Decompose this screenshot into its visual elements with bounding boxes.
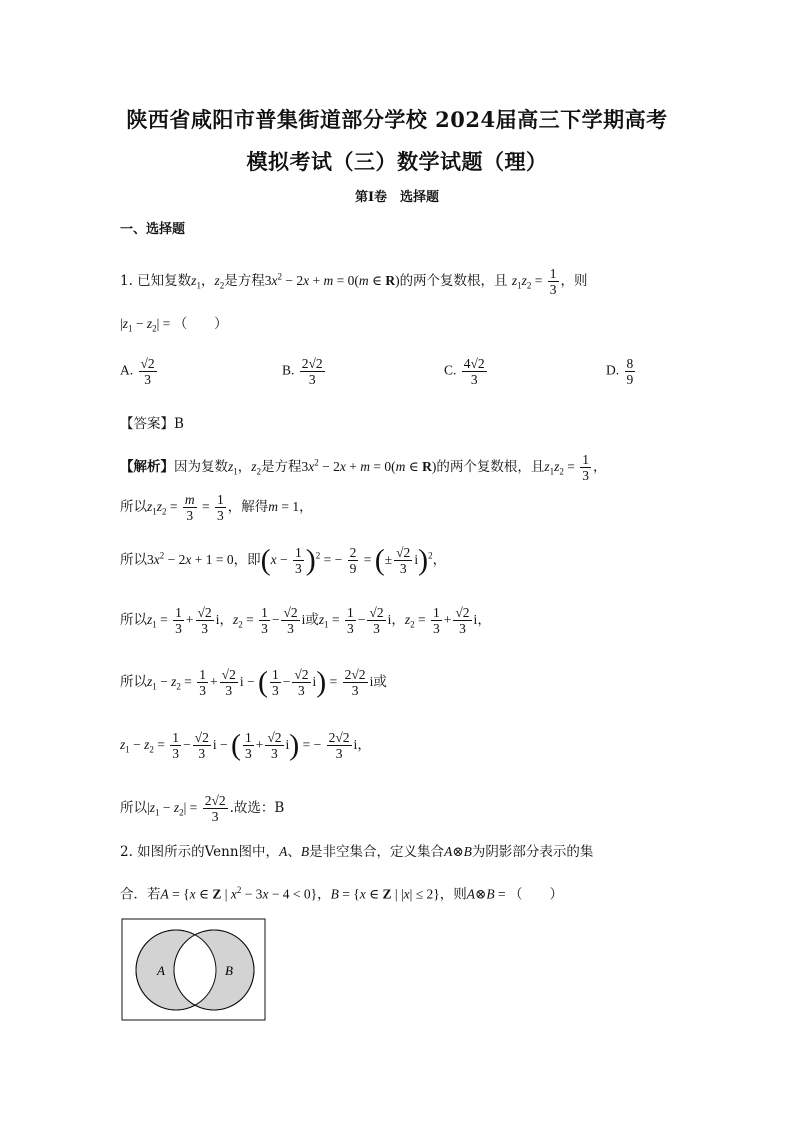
q1-analysis-line-2: 所以$z_1z_2$ = $\frac{m}{3}$ = $\frac{1}{3}$ ，解得m = 1， <box>120 492 313 523</box>
q1-option-a[interactable]: A. $\frac{√2}{3}$ <box>120 356 155 387</box>
q1-analysis-line-5: 所以$z_1 - z_2$ = $\frac{1}{3}$ + $\frac{√2}{3}$ i − ( $\frac{1}{3}$ − $\frac{√2}{3}$ i) = $\frac{2√2}{3}$ i或 <box>120 665 387 699</box>
venn-label-a: A <box>157 963 165 978</box>
q2-stem-line-2: 合．若A = {x ∈ Z | $x^2 - 3x - 4 < 0$}，B = {x ∈ Z | |x| ≤ 2}，则A⊗B = （ ） <box>120 885 563 903</box>
title-line-1: 陕西省咸阳市普集街道部分学校 2024届高三下学期高考 <box>126 107 668 132</box>
q1-option-b[interactable]: B. $\frac{2√2}{3}$ <box>282 356 323 387</box>
q1-analysis-line-6: $z_1 - z_2$ = $\frac{1}{3}$ − $\frac{√2}{3}$ i − ( $\frac{1}{3}$ + $\frac{√2}{3}$ i) = − $\frac{2√2}{3}$ i， <box>120 728 371 762</box>
title-line-2: 模拟考试（三）数学试题（理） <box>246 149 548 174</box>
venn-diagram <box>121 918 267 1022</box>
q1-analysis-line-7: 所以$|z_1 - z_2|$ = $\frac{2√2}{3}$ .故选：B <box>120 793 285 824</box>
q1-analysis-line-1: 【解析】因为复数$z_1$，$z_2$是方程$3x^2 - 2x + m = 0(m$ ∈ R)的两个复数根，且$z_1z_2$ = $\frac{1}{3}$ ， <box>120 452 607 483</box>
q1-stem-line-2: $|z_1 - z_2|$ = （ ） <box>120 316 228 334</box>
part-one-heading: 一、选择题 <box>120 222 186 237</box>
q1-stem-line-1: 1. 已知复数$z_1$，$z_2$是方程$3x^2 - 2x + m = 0(m$ ∈ R)的两个复数根，且 $z_1z_2$ = $\frac{1}{3}$ ，则 <box>120 266 588 297</box>
q1-analysis-line-3: 所以$3x^2 - 2x + 1 = 0$，即(x − $\frac{1}{3}$ )$^2$ = − $\frac{2}{9}$ = (± $\frac{√2}{3}$ i)$^2$， <box>120 543 447 577</box>
q2-stem-line-1: 2. 如图所示的Venn图中，A、B是非空集合，定义集合A⊗B为阴影部分表示的集 <box>120 844 594 860</box>
q1-option-c[interactable]: C. $\frac{4√2}{3}$ <box>444 356 485 387</box>
q1-answer: 【答案】B <box>120 416 184 432</box>
q1-option-d[interactable]: D. $\frac{8}{9}$ <box>606 356 634 387</box>
venn-label-b: B <box>225 963 233 978</box>
section-header: 第Ⅰ卷 选择题 <box>354 190 440 205</box>
q1-analysis-line-4: 所以$z_1$ = $\frac{1}{3}$ + $\frac{√2}{3}$ i，$z_2$ = $\frac{1}{3}$ − $\frac{√2}{3}$ i或$z_1$ = $\frac{1}{3}$ − $\frac{√2}{3}$ i，$z_2$ = $\frac{1}{3}$ + $\frac{√2}{3}$ i， <box>120 605 491 636</box>
